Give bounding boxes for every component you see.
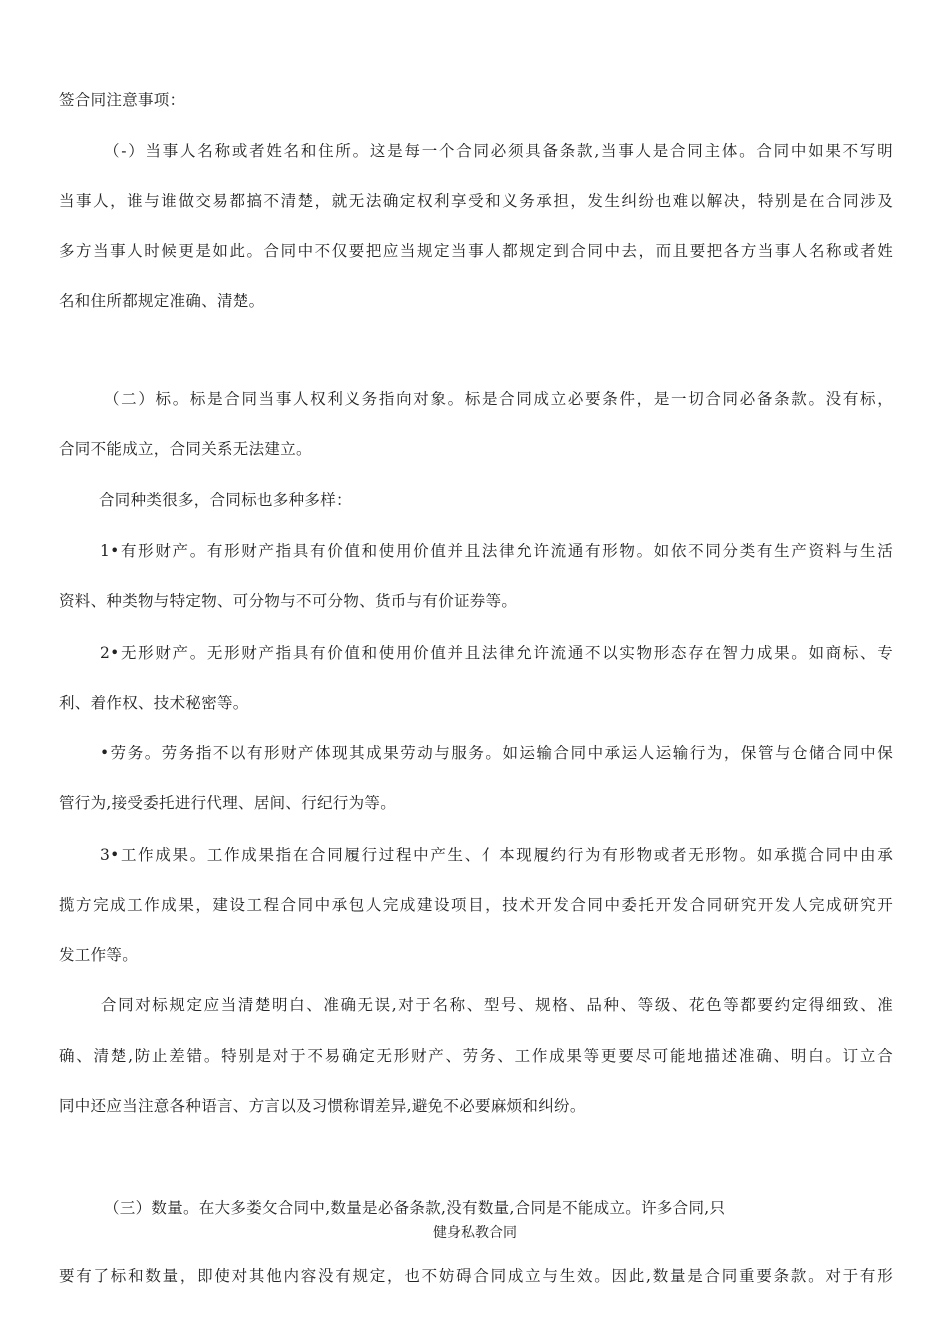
paragraph-line: 合同种类很多，合同标也多种多样： <box>99 491 352 509</box>
paragraph-line: 当事人，谁与谁做交易都搞不清楚，就无法确定权利享受和义务承担，发生纠纷也难以解决，特别是在合同涉及 <box>59 192 893 210</box>
paragraph-line: 1•有形财产。有形财产指具有价值和使用价值并且法律允许流通有形物。如依不同分类有生产资料与生活 <box>100 542 893 560</box>
paragraph-line: 管行为,接受委托进行代理、居间、行纪行为等。 <box>59 794 397 812</box>
paragraph-line: （二）标。标是合同当事人权利义务指向对象。标是合同成立必要条件，是一切合同必备条款。没有标， <box>104 390 893 408</box>
paragraph-line: （-）当事人名称或者姓名和住所。这是每一个合同必须具备条款,当事人是合同主体。合同中如果不写明 <box>104 142 893 160</box>
paragraph-line: 2•无形财产。无形财产指具有价值和使用价值并且法律允许流通不以实物形态存在智力成果。如商标、专 <box>100 644 893 662</box>
doc-heading: 签合同注意事项： <box>59 91 186 109</box>
paragraph-line: 合同不能成立，合同关系无法建立。 <box>59 440 312 458</box>
paragraph-line: 要有了标和数量，即使对其他内容没有规定，也不妨碍合同成立与生效。因此,数量是合同重要条款。对于有形 <box>59 1267 893 1285</box>
paragraph-line: 确、清楚,防止差错。特别是对于不易确定无形财产、劳务、工作成果等更要尽可能地描述准确、明白。订立合 <box>59 1047 893 1065</box>
paragraph-line: 同中还应当注意各种语言、方言以及习惯称谓差异,避免不必要麻烦和纠纷。 <box>59 1097 586 1115</box>
paragraph-line: 多方当事人时候更是如此。合同中不仅要把应当规定当事人都规定到合同中去，而且要把各方当事人名称或者姓 <box>59 242 893 260</box>
paragraph-line: 3•工作成果。工作成果指在合同履行过程中产生、亻本现履约行为有形物或者无形物。如承揽合同中由承 <box>100 846 893 864</box>
paragraph-line: 合同对标规定应当清楚明白、准确无误,对于名称、型号、规格、品种、等级、花色等都要约定得细致、准 <box>101 996 893 1014</box>
paragraph-line: 揽方完成工作成果，建设工程合同中承包人完成建设项目，技术开发合同中委托开发合同研究开发人完成研究开 <box>59 896 893 914</box>
paragraph-line: •劳务。劳务指不以有形财产体现其成果劳动与服务。如运输合同中承运人运输行为，保管与仓储合同中保 <box>100 744 893 762</box>
paragraph-line: 发工作等。 <box>59 946 139 964</box>
paragraph-line: 名和住所都规定准确、清楚。 <box>59 292 265 310</box>
paragraph-line: 利、着作权、技术秘密等。 <box>59 694 249 712</box>
page-footer: 健身私教合同 <box>433 1225 517 1241</box>
paragraph-line: （三）数量。在大多娄攵合同中,数量是必备条款,没有数量,合同是不能成立。许多合同,只 <box>104 1199 726 1217</box>
paragraph-line: 资料、种类物与特定物、可分物与不可分物、货币与有价证券等。 <box>59 592 518 610</box>
